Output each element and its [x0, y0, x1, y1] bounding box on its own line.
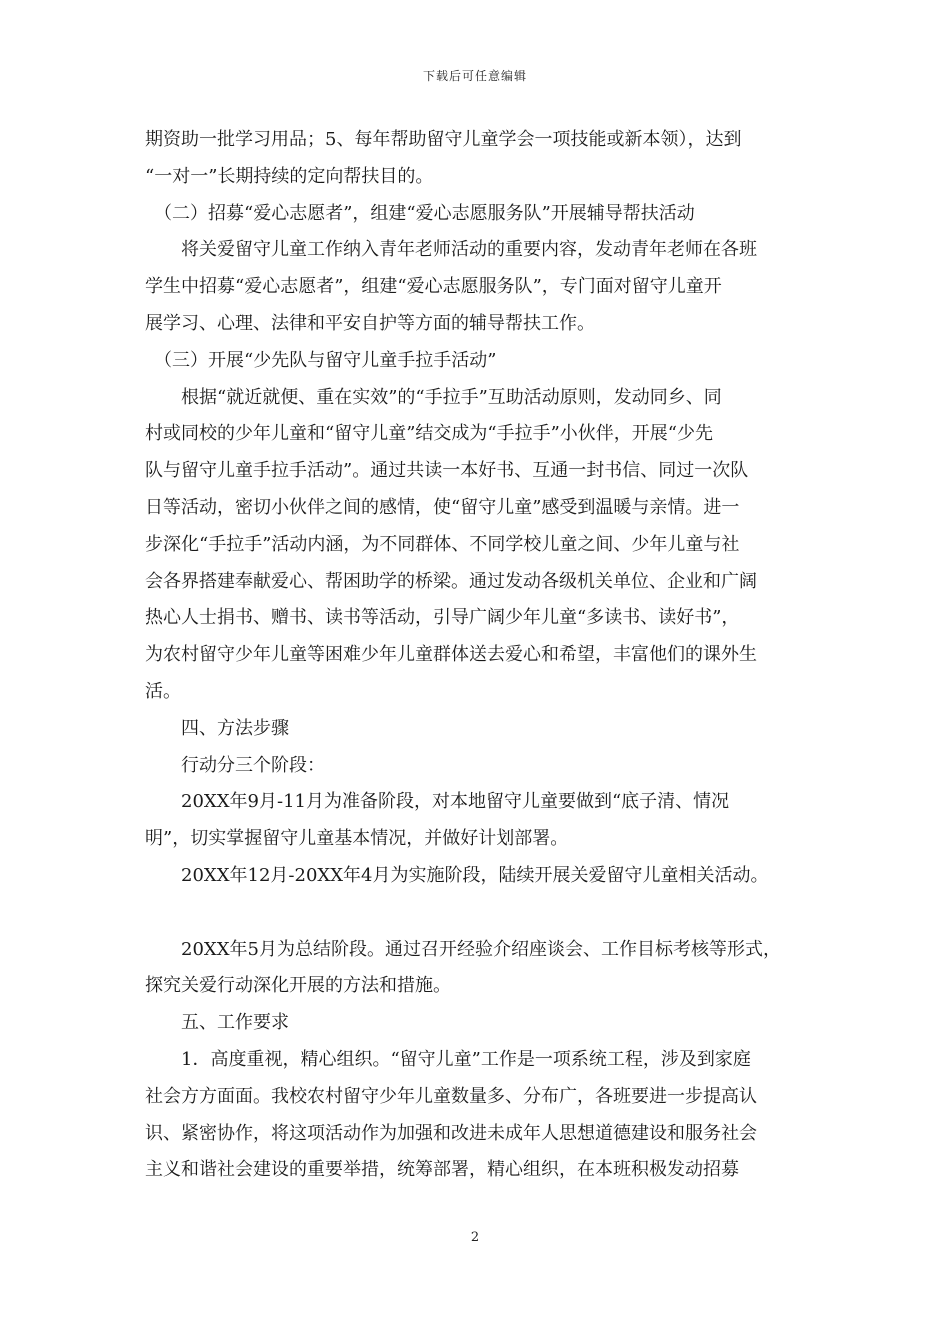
text-line: （二）招募“爱心志愿者”，组建“爱心志愿服务队”开展辅导帮扶活动: [145, 202, 695, 224]
text-line: 将关爱留守儿童工作纳入青年老师活动的重要内容，发动青年老师在各班: [145, 239, 757, 261]
text-line: 期资助一批学习用品；5、每年帮助留守儿童学会一项技能或新本领），达到: [145, 129, 742, 150]
document-body: [145, 122, 810, 1189]
text-line: “一对一”长期持续的定向帮扶目的。: [145, 165, 434, 187]
text-line: 热心人士捐书、赠书、读书等活动，引导广阔少年儿童“多读书、读好书”，: [145, 607, 740, 629]
text-line: 根据“就近就便、重在实效”的“手拉手”互助活动原则，发动同乡、同: [145, 386, 722, 408]
section-heading: 四、方法步骤: [145, 717, 289, 739]
text-line: 20XX年5月为总结阶段。通过召开经验介绍座谈会、工作目标考核等形式，: [145, 938, 781, 960]
text-line: 活。: [145, 680, 181, 702]
page-number: 2: [470, 1230, 480, 1245]
text-line: 1．高度重视，精心组织。“留守儿童”工作是一项系统工程，涉及到家庭: [145, 1048, 751, 1070]
section-heading: 五、工作要求: [145, 1012, 289, 1034]
text-line: 探究关爱行动深化开展的方法和措施。: [145, 975, 451, 997]
text-line: 为农村留守少年儿童等困难少年儿童群体送去爱心和希望，丰富他们的课外生: [145, 644, 757, 666]
text-line: 会各界搭建奉献爱心、帮困助学的桥梁。通过发动各级机关单位、企业和广阔: [145, 570, 757, 592]
text-line: 学生中招募“爱心志愿者”，组建“爱心志愿服务队”，专门面对留守儿童开: [145, 276, 722, 298]
text-line: 日等活动，密切小伙伴之间的感情，使“留守儿童”感受到温暖与亲情。进一: [145, 496, 740, 518]
text-line: 识、紧密协作，将这项活动作为加强和改进未成年人思想道德建设和服务社会: [145, 1122, 757, 1144]
text-line: 村或同校的少年儿童和“留守儿童”结交成为“手拉手”小伙伴，开展“少先: [145, 423, 714, 445]
page-header: 下载后可任意编辑: [422, 69, 527, 83]
text-line: （三）开展“少先队与留守儿童手拉手活动”: [145, 349, 497, 371]
text-line: 20XX年9月-11月为准备阶段，对本地留守儿童要做到“底子清、情况: [145, 791, 730, 813]
text-line: 明”，切实掌握留守儿童基本情况，并做好计划部署。: [145, 828, 569, 850]
text-line: 20XX年12月-20XX年4月为实施阶段，陆续开展关爱留守儿童相关活动。: [145, 864, 769, 886]
text-line: 步深化“手拉手”活动内涵，为不同群体、不同学校儿童之间、少年儿童与社: [145, 533, 740, 555]
blank-line: [145, 895, 810, 932]
text-line: 队与留守儿童手拉手活动”。通过共读一本好书、互通一封书信、同过一次队: [145, 460, 749, 482]
text-line: 主义和谐社会建设的重要举措，统筹部署，精心组织，在本班积极发动招募: [145, 1159, 739, 1181]
text-line: 社会方方面面。我校农村留守少年儿童数量多、分布广，各班要进一步提高认: [145, 1085, 757, 1107]
text-line: 展学习、心理、法律和平安自护等方面的辅导帮扶工作。: [145, 312, 595, 334]
text-line: 行动分三个阶段：: [145, 754, 325, 776]
